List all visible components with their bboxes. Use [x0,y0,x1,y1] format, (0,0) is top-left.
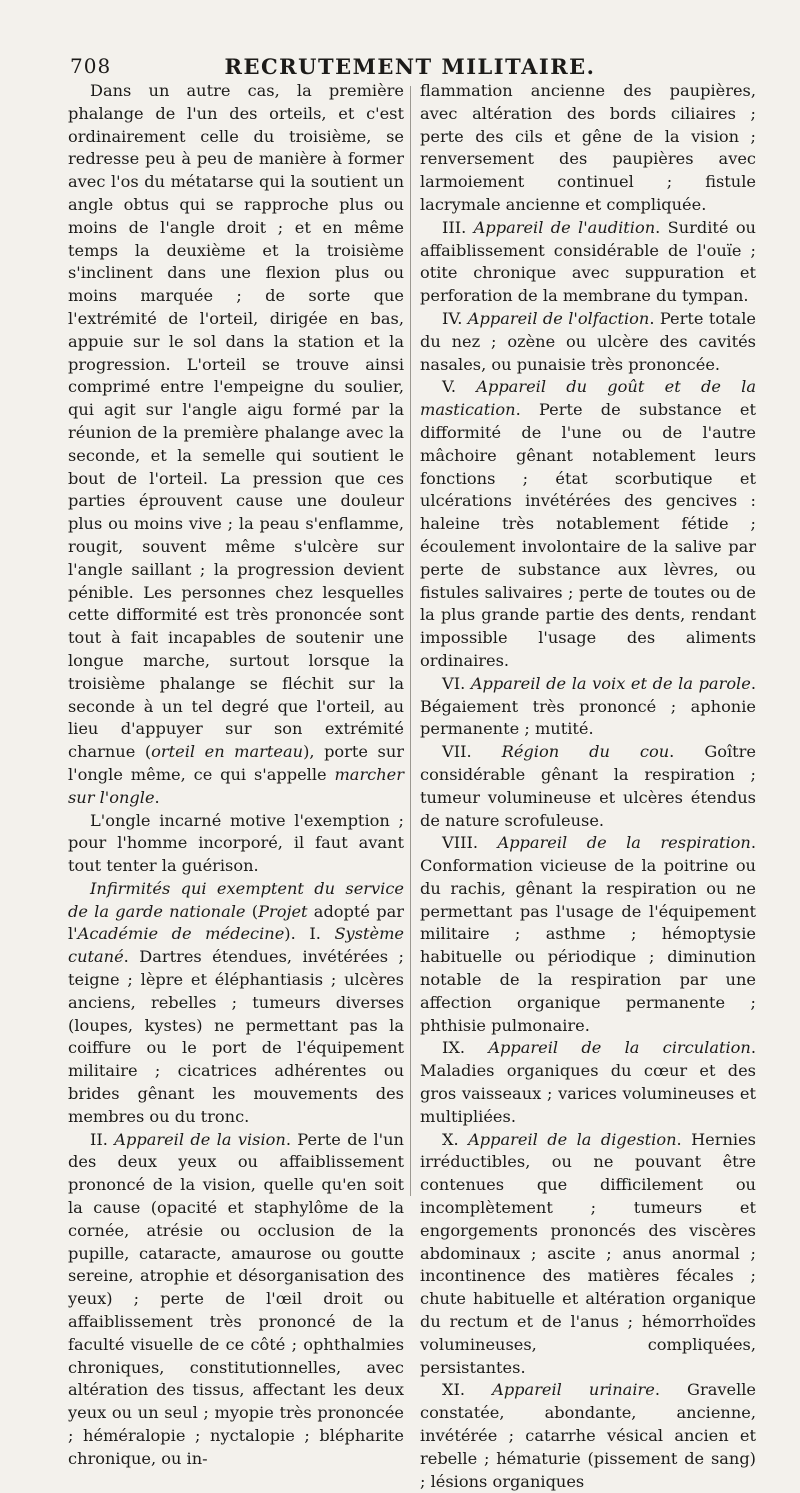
italic-term: Académie de médecine [77,924,285,944]
running-title: RECRUTEMENT MILITAIRE. [224,54,596,79]
section-heading: Appareil de la circulation [488,1038,751,1058]
section-number: IX. [442,1038,489,1058]
paragraph-neck [420,741,756,832]
paragraph-digestion [420,1129,756,1380]
text-run: ). I. [284,924,335,944]
column-divider [410,86,411,1196]
section-number: VIII. [442,833,498,853]
text-run: ), porte sur l'ongle même, ce qui s'appelle [68,742,405,784]
text-run: . Hernies irréductibles, ou ne pouvant être contenues que difficilement ou incomplètement ; tumeurs et engorgements prononcés des viscères abdominaux ; ascite ; anus anormal ; incontinence des matières fécales ; chute habituelle et altération organique du rectum et de l'anus ; hémorrhoïdes volumineuses, compliquées, persistantes. [420,1129,756,1377]
text-run: . [154,787,160,807]
section-number: X. [442,1129,469,1149]
left-column [68,80,404,1471]
section-heading: Appareil du goût et de la mastication [420,377,756,420]
paragraph-audition [420,217,756,308]
section-number: V. [442,377,477,397]
text-run: . Perte de substance et difformité de l'une ou de l'autre mâchoire gênant notablement leurs fonctions ; état scorbutique et ulcérations invétérées des gencives : haleine très notablement fétide ; écoulement involontaire de la salive par perte de substance aux lèvres, ou fistules salivaires ; perte de toutes ou de la plus grande partie des dents, rendant impossible l'usage des aliments ordinaires. [420,400,756,670]
section-heading: Appareil de l'olfaction [467,308,650,328]
section-heading: Appareil de la voix et de la parole [470,673,751,693]
text-run: . Perte totale du nez ; ozène ou ulcère des cavités nasales, ou punaisie très prononcée. [420,308,756,374]
text-run: . Gravelle constatée, abondante, ancienne, invétérée ; catarrhe vésical ancien et rebelle ; hématurie (pissement de sang) ; lésions organiques [420,1380,756,1491]
section-heading: Appareil de la digestion [468,1129,677,1149]
paragraph-garde-nationale [68,878,404,1129]
text-run: Dans un autre cas, la première phalange de l'un des orteils, et c'est ordinairement celle du troisième, se redresse peu à peu de manière à former avec l'os du métatarse qui la soutient un angle obtus qui se rapproche plus ou moins de l'angle droit ; et en même temps la deuxième et la troisième s'inclinent dans une flexion plus ou moins marquée ; de sorte que l'extrémité de l'orteil, dirigée en bas, appuie sur le sol dans la station et la progression. L'orteil se trouve ainsi comprimé entre l'empeigne du soulier, qui agit sur l'angle aigu formé par la réunion de la première phalange avec la seconde, et la semelle qui soutient le bout de l'orteil. La pression que ces parties éprouvent cause une douleur plus ou moins vive ; la peau s'enflamme, rougit, souvent même s'ulcère sur l'angle saillant ; la progression devient pénible. Les personnes chez lesquelles cette difformité est très prononcée sont tout à fait incapables de soutenir une longue marche, surtout lorsque la troisième phalange se fléchit sur la seconde à un tel degré que l'orteil, au lieu d'appuyer sur son extrémité charnue ( [68,81,404,762]
italic-term: marcher sur l'ongle [68,764,404,807]
paragraph-circulation [420,1037,756,1128]
right-column [420,80,756,1493]
text-run: . Dartres étendues, invétérées ; teigne ; lèpre et éléphantiasis ; ulcères anciens, rebelles ; tumeurs diverses (loupes, kystes) ne permettant pas la coiffure ou le port de l'équipement militaire ; cicatrices adhérentes ou brides gênant les mouvements des membres ou du tronc. [68,947,404,1126]
text-run: . Perte de l'un des deux yeux ou affaiblissement prononcé de la vision, quelle qu'en soit la cause (opacité et staphylôme de la cornée, atrésie ou occlusion de la pupille, cataracte, amaurose ou goutte sereine, atrophie et désorganisation des yeux) ; perte de l'œil droit ou affaiblissement très prononcé de la faculté visuelle de ce côté ; ophthalmies chroniques, constitutionnelles, avec altération des tissus, affectant les deux yeux ou un seul ; myopie très prononcée ; héméralopie ; nyctalopie ; blépharite chronique, ou in- [68,1129,404,1468]
section-number: XI. [442,1380,493,1400]
section-number: III. [442,217,474,237]
section-number: VI. [442,673,471,693]
text-run: . Surdité ou affaiblissement considérable de l'ouïe ; otite chronique avec suppuration et perforation de la membrane du tympan. [420,217,756,306]
section-heading: Appareil urinaire [492,1380,655,1400]
text-run: . Conformation vicieuse de la poitrine ou du rachis, gênant la respiration ou ne permettant pas l'usage de l'équipement militaire ; asthme ; hémoptysie habituelle ou périodique ; diminution notable de la respiration par une affection organique permanente ; phthisie pulmonaire. [420,833,756,1035]
italic-term: orteil en marteau [151,742,304,762]
paragraph-vision [68,1129,404,1471]
text-run: . Maladies organiques du cœur et des gros vaisseaux ; varices volumineuses et multipliées. [420,1038,756,1126]
section-heading: Système cutané [68,924,404,967]
section-heading: Région du cou [501,742,670,762]
paragraph-urinary [420,1379,756,1493]
italic-heading: Infirmités qui exemptent du service de la garde nationale [68,878,404,921]
text-run: . Goître considérable gênant la respiration ; tumeur volumineuse et ulcères étendus de nature scrofuleuse. [420,742,757,830]
section-number: II. [90,1129,115,1149]
text-run: adopté par l' [68,901,404,944]
paragraph-olfaction [420,308,756,376]
text-run: ( [245,901,259,921]
page-number: 708 [70,54,112,78]
paragraph-respiration [420,832,756,1037]
section-number: VII. [442,742,502,762]
paragraph-vision-continued: flammation ancienne des paupières, avec altération des bords ciliaires ; perte des cils et gêne de la vision ; renversement des paupières avec larmoiement continuel ; fistule lacrymale ancienne et compliquée. [420,81,756,214]
section-heading: Appareil de la vision [114,1129,286,1149]
section-heading: Appareil de l'audition [473,217,656,237]
paragraph-voice [420,673,756,741]
paragraph-ingrown-nail: L'ongle incarné motive l'exemption ; pour l'homme incorporé, il faut avant tout tenter la guérison. [68,810,404,876]
paragraph-hammer-toe [68,80,404,810]
section-heading: Appareil de la respiration [497,833,751,853]
section-number: IV. [442,308,468,328]
paragraph-mastication [420,376,756,672]
italic-term: Projet [258,901,308,921]
text-run: . Bégaiement très prononcé ; aphonie permanente ; mutité. [420,673,756,739]
